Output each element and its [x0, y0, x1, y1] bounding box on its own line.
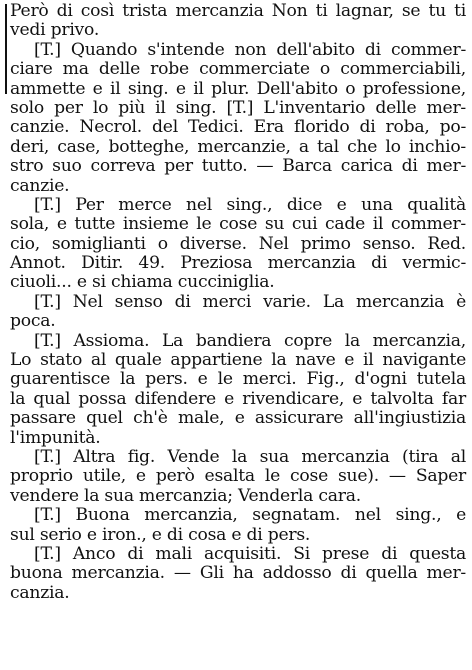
text-line: Annot. Ditir. 49. Preziosa mercanzia di vermic- — [10, 253, 466, 274]
text-line: passare quel ch'è male, e assicurare all'ingiustizia — [10, 408, 466, 429]
text-line: solo per lo più il sing. [T.] L'inventario delle mer- — [10, 97, 466, 118]
text-line: canzia. — [10, 582, 70, 603]
text-line: [T.] Altra fig. Vende la sua mercanzia (tira al — [34, 446, 466, 467]
text-line: la qual possa difendere e rivendicare, e talvolta far — [10, 388, 466, 409]
text-line: deri, case, botteghe, mercanzie, a tal che lo inchio- — [10, 136, 466, 157]
text-line: sola, e tutte insieme le cose su cui cade il commer- — [10, 214, 466, 235]
text-line: vedi privo. — [10, 20, 100, 41]
text-line: ciare ma delle robe commerciate o commerciabili, — [10, 59, 466, 80]
text-line: proprio utile, e però esalta le cose sue). — Saper — [10, 466, 466, 487]
margin-rule — [5, 4, 7, 94]
text-line: guarentisce la pers. e le merci. Fig., d'ogni tutela — [10, 369, 466, 390]
text-line: Lo stato al quale appartiene la nave e il navigante — [10, 350, 466, 371]
text-line: sul serio e iron., e di cosa e di pers. — [10, 524, 311, 545]
text-line: [T.] Quando s'intende non dell'abito di commer- — [34, 39, 466, 60]
text-line: ciuoli... e si chiama cucciniglia. — [10, 272, 275, 293]
text-line: Però di così trista mercanzia Non ti lagnar, se tu ti — [10, 1, 466, 21]
text-line: [T.] Per merce nel sing., dice e una qualità — [34, 194, 466, 215]
text-line: vendere la sua mercanzia; Venderla cara. — [10, 485, 361, 506]
text-line: canzie. Necrol. del Tedici. Era florido di roba, po- — [10, 117, 466, 138]
text-line: ammette e il sing. e il plur. Dell'abito o professione, — [10, 78, 466, 99]
text-line: [T.] Nel senso di merci varie. La mercanzia è — [34, 291, 466, 312]
text-line: [T.] Anco di mali acquisiti. Si prese di questa — [34, 543, 466, 564]
text-line: buona mercanzia. — Gli ha addosso di quella mer- — [10, 563, 466, 584]
text-line: poca. — [10, 311, 56, 332]
text-line: stro suo correva per tutto. — Barca carica di mer- — [10, 156, 466, 177]
text-line: cio, somiglianti o diverse. Nel primo senso. Red. — [10, 233, 466, 254]
text-line: l'impunità. — [10, 427, 101, 448]
text-line: [T.] Buona mercanzia, segnatam. nel sing., e — [34, 505, 466, 526]
text-line: [T.] Assioma. La bandiera copre la mercanzia, — [34, 330, 466, 351]
text-line: canzie. — [10, 175, 70, 196]
